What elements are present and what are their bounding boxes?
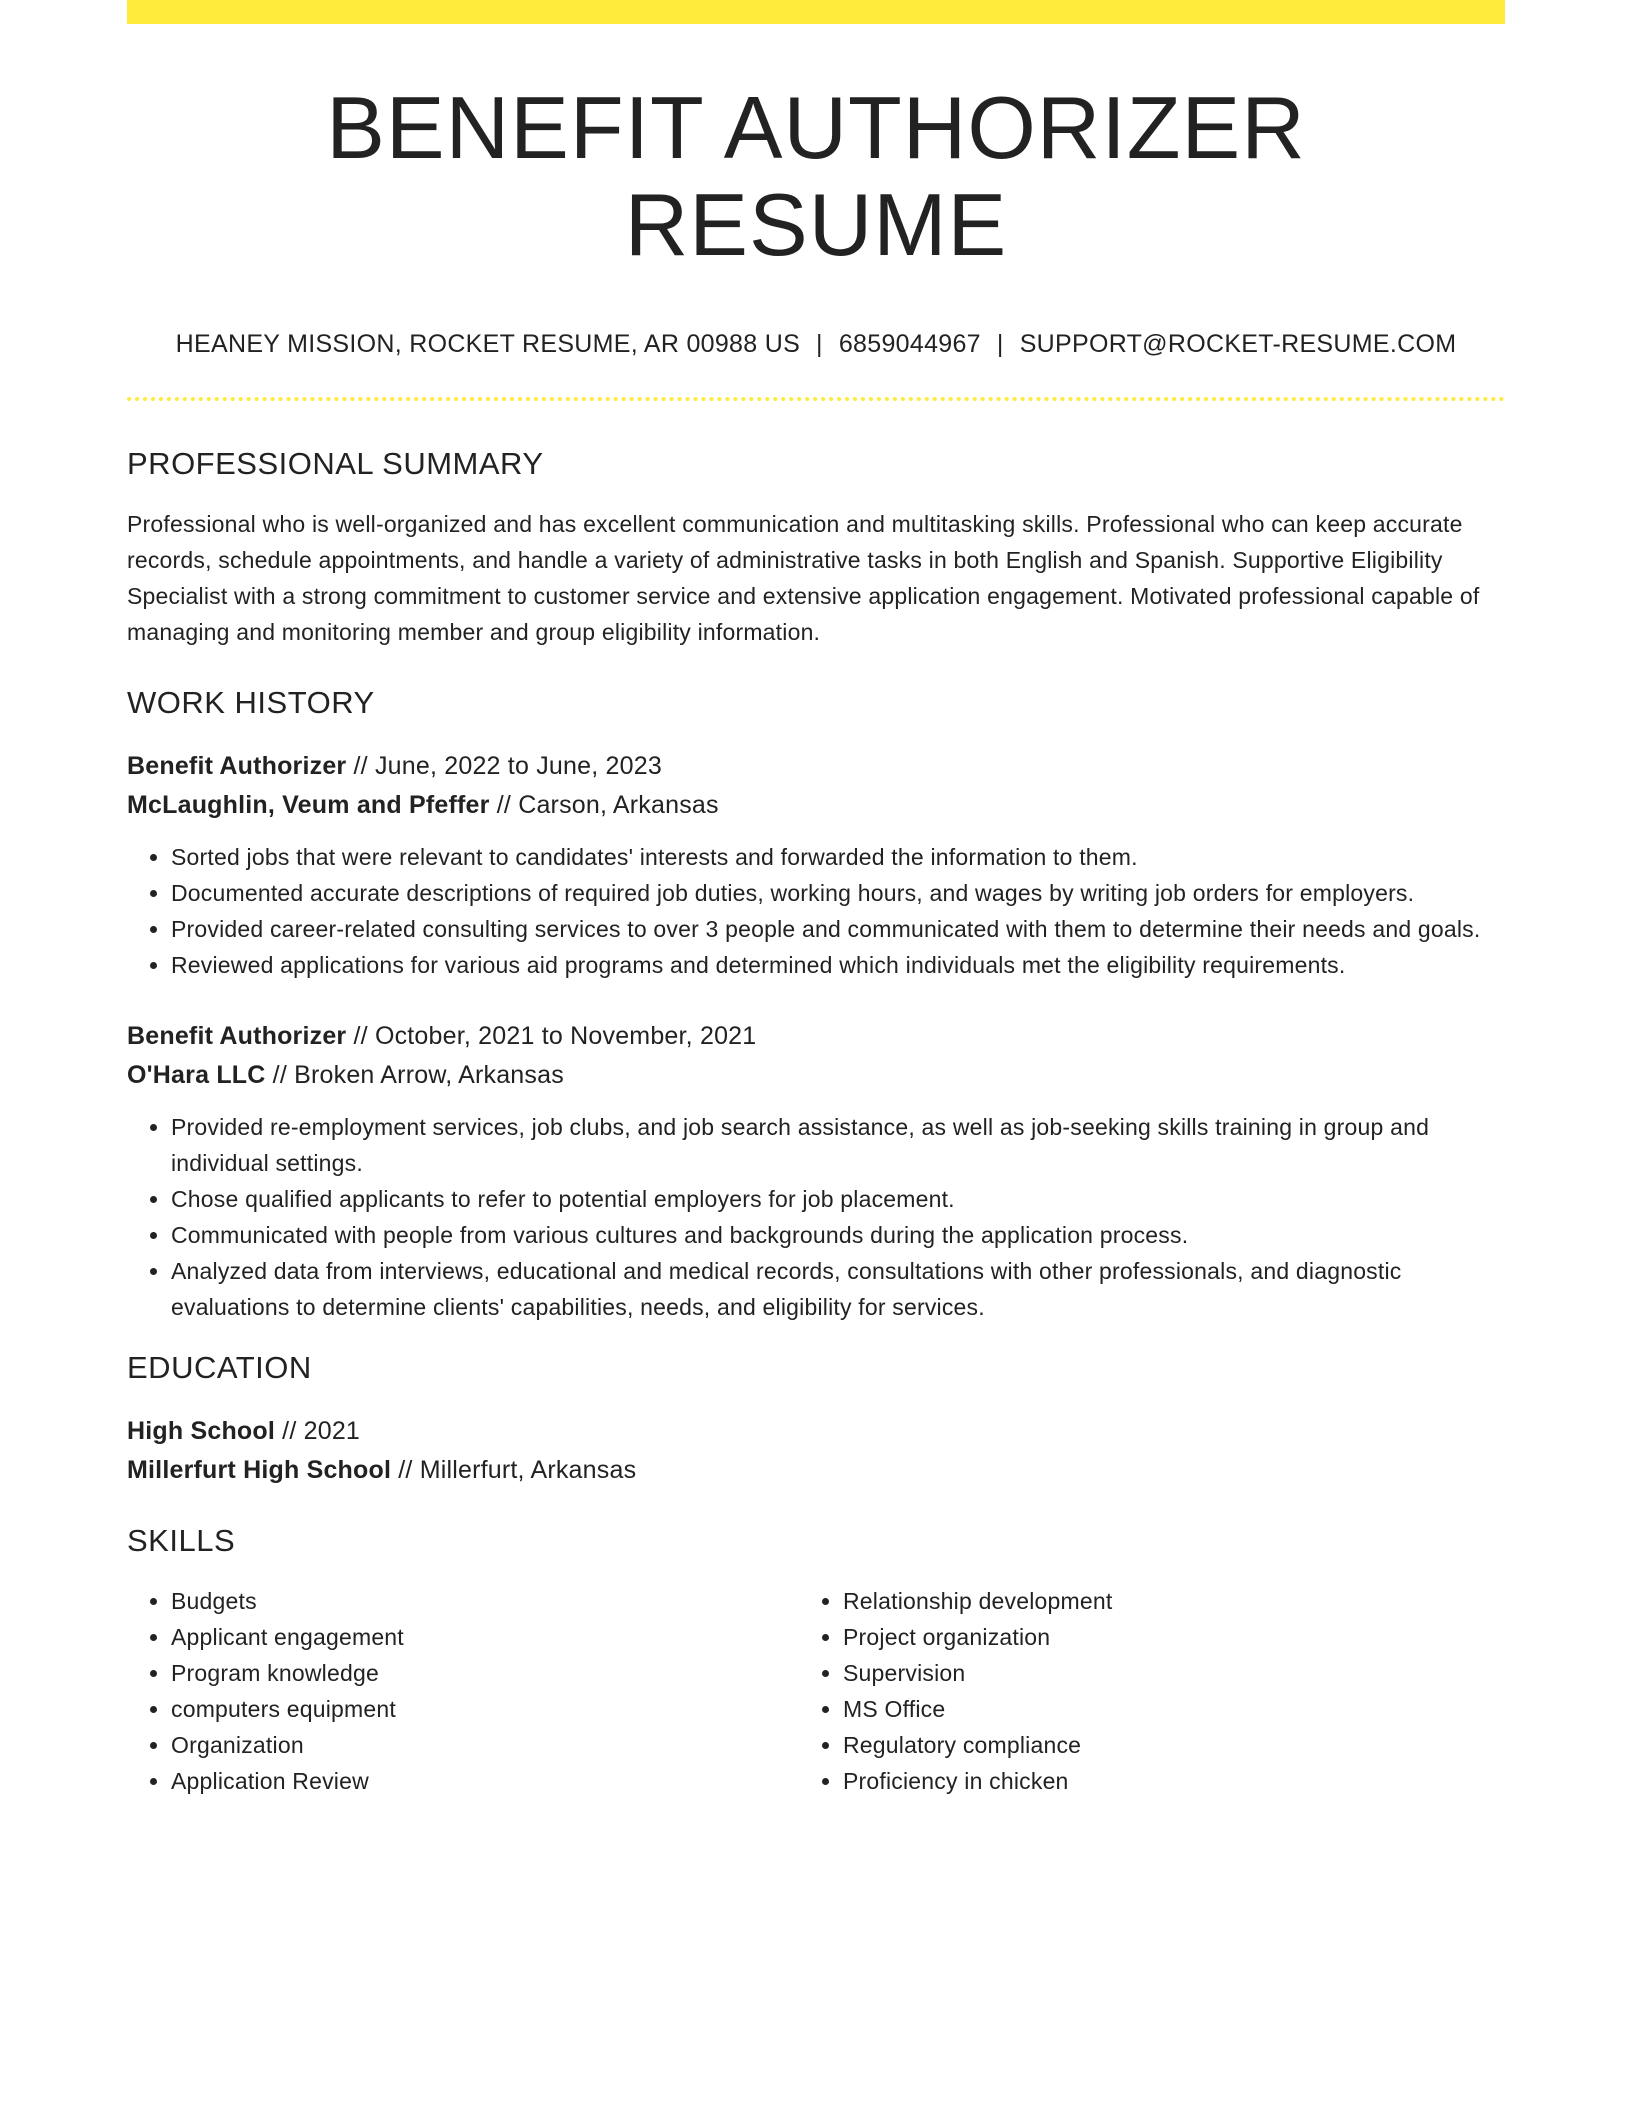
job-bullets xyxy=(127,1109,1505,1325)
job-company-line xyxy=(127,786,1505,825)
contact-address: HEANEY MISSION, ROCKET RESUME, AR 00988 US xyxy=(175,329,801,358)
job-bullet: • Provided re-employment services, job clubs, and job search assistance, as well as job-seeking skills training in group and individual settings. xyxy=(171,1109,1505,1181)
job-bullet: • Provided career-related consulting services to over 3 people and communicated with them to determine their needs and goals. xyxy=(171,911,1505,947)
contact-email[interactable]: SUPPORT@ROCKET-RESUME.COM xyxy=(1019,329,1457,358)
skills-left-column xyxy=(127,1583,799,1799)
job-location: // Broken Arrow, Arkansas xyxy=(265,1060,564,1089)
summary-text: Professional who is well-organized and has excellent communication and multitasking skills. Professional who can keep accurate records, schedule appointments, and handle a variety of administrative tasks in both English and Spanish. Supportive Eligibility Specialist with a strong commitment to customer service and extensive application engagement. Motivated professional capable of managing and monitoring member and group eligibility information. xyxy=(127,510,1480,645)
education-school: Millerfurt High School xyxy=(127,1456,392,1485)
resume-title: BENEFIT AUTHORIZER RESUME xyxy=(326,78,1306,274)
contact-separator: | xyxy=(996,329,1004,358)
education-degree: High School xyxy=(127,1417,276,1446)
job-dates: // June, 2022 to June, 2023 xyxy=(346,751,662,780)
skill-item: • Supervision xyxy=(843,1655,1505,1691)
education-year: // 2021 xyxy=(275,1417,361,1446)
job-bullet: • Reviewed applications for various aid programs and determined which individuals met the eligibility requirements. xyxy=(171,947,1505,983)
skill-item: • Applicant engagement xyxy=(171,1619,799,1655)
job-bullet: • Documented accurate descriptions of required job duties, working hours, and wages by writing job orders for employers. xyxy=(171,875,1505,911)
education-heading: EDUCATION xyxy=(127,1349,312,1385)
job-company-line xyxy=(127,1056,1505,1095)
job-entry xyxy=(127,747,1505,983)
skill-item: • Regulatory compliance xyxy=(843,1727,1505,1763)
job-bullet: • Sorted jobs that were relevant to candidates' interests and forwarded the information to them. xyxy=(171,839,1505,875)
job-title: Benefit Authorizer xyxy=(127,751,347,780)
resume-page xyxy=(127,0,1505,1799)
skill-item: • Relationship development xyxy=(843,1583,1505,1619)
contact-separator: | xyxy=(816,329,823,358)
skills-right-column xyxy=(799,1583,1505,1799)
skill-item: • Program knowledge xyxy=(171,1655,799,1691)
job-bullet: • Analyzed data from interviews, educational and medical records, consultations with other professionals, and diagnostic evaluations to determine clients' capabilities, needs, and eligibility for services. xyxy=(171,1253,1505,1325)
skill-item: • computers equipment xyxy=(171,1691,799,1727)
contact-line xyxy=(127,330,1505,359)
education-location: // Millerfurt, Arkansas xyxy=(391,1456,637,1485)
education-school-line xyxy=(127,1451,1505,1490)
skill-item: • Application Review xyxy=(171,1763,799,1799)
skill-item: • MS Office xyxy=(843,1691,1505,1727)
job-title: Benefit Authorizer xyxy=(127,1021,347,1050)
skills-heading: SKILLS xyxy=(127,1523,236,1559)
accent-bar xyxy=(127,0,1505,24)
contact-phone: 6859044967 xyxy=(838,329,981,358)
job-title-line xyxy=(127,747,1505,786)
skill-item: • Project organization xyxy=(843,1619,1505,1655)
job-title-line xyxy=(127,1017,1505,1056)
education-entry xyxy=(127,1412,1505,1490)
job-bullets xyxy=(127,839,1505,983)
job-entry xyxy=(127,1017,1505,1325)
work-history-heading: WORK HISTORY xyxy=(127,684,375,720)
job-bullet: • Communicated with people from various cultures and backgrounds during the application process. xyxy=(171,1217,1505,1253)
job-location: // Carson, Arkansas xyxy=(489,790,719,819)
job-dates: // October, 2021 to November, 2021 xyxy=(346,1021,757,1050)
dotted-divider xyxy=(127,397,1505,401)
skill-item: • Organization xyxy=(171,1727,799,1763)
job-bullet: • Chose qualified applicants to refer to potential employers for job placement. xyxy=(171,1181,1505,1217)
job-company: O'Hara LLC xyxy=(127,1060,266,1089)
summary-heading: PROFESSIONAL SUMMARY xyxy=(127,445,544,481)
education-degree-line xyxy=(127,1412,1505,1451)
skills-grid xyxy=(127,1583,1505,1799)
skill-item: • Proficiency in chicken xyxy=(843,1763,1505,1799)
job-company: McLaughlin, Veum and Pfeffer xyxy=(127,790,490,819)
skill-item: • Budgets xyxy=(171,1583,799,1619)
